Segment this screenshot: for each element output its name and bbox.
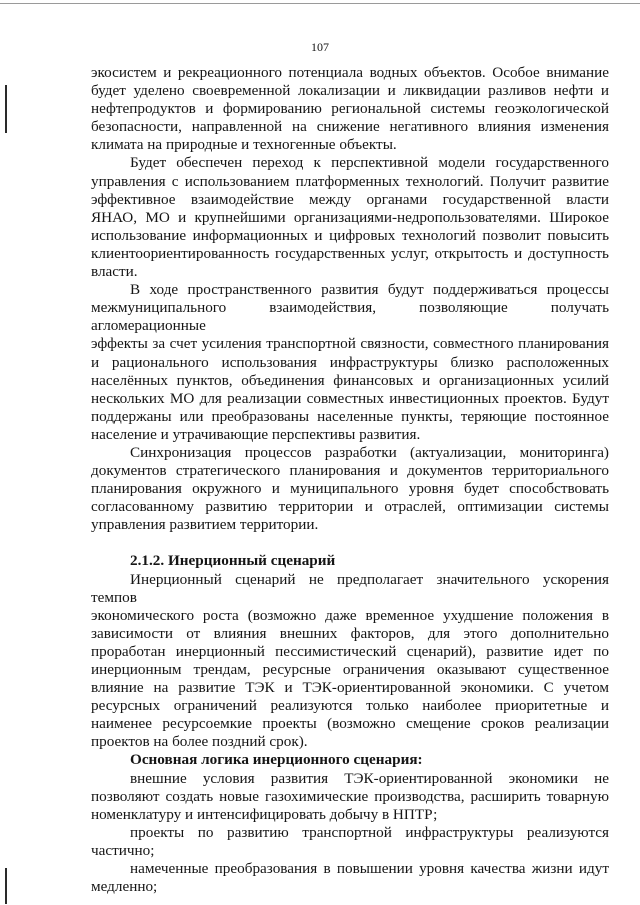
text-line: населённых пунктов, объединения финансовых и организационных усилий [91,371,609,389]
text-line: проектов на более поздний срок). [91,733,308,751]
text-line: эффекты за счет усиления транспортной связности, совместного планирования [91,335,609,353]
text-line: клиентоориентированность государственных услуг, открытость и доступность [91,244,609,262]
text-line: управления с использованием платформенных технологий. Получит развитие [91,172,609,190]
paragraph [91,154,609,281]
text-line: проекты по развитию транспортной инфраструктуры реализуются [130,823,609,841]
text-line: зависимости от влияния внешних факторов, для этого дополнительно [91,624,609,642]
list-item [91,860,609,896]
list-item [91,770,609,824]
text-line: Будет обеспечен переход к перспективной модели государственного [130,154,609,172]
section-spacer [91,534,609,552]
text-line: межмуниципального взаимодействия, позволяющие получать агломерационные [91,299,609,335]
intro-paragraphs [91,64,609,534]
section-heading: 2.1.2. Инерционный сценарий [130,552,336,570]
text-line: ЯНАО, МО и крупнейшими организациями-недропользователями. Широкое [91,208,609,226]
paragraph [91,281,609,444]
text-line: Синхронизация процессов разработки (актуализации, мониторинга) [130,443,609,461]
logic-list [91,770,609,897]
text-line: и рационального использования инфраструктуры близко расположенных [91,353,609,371]
text-line: экосистем и рекреационного потенциала водных объектов. Особое внимание [91,64,609,81]
text-line: внешние условия развития ТЭК-ориентированной экономики не [130,769,609,787]
page-body [91,64,609,896]
text-line: инерционным трендам, ресурсные ограничения оказывают существенное [91,661,609,678]
text-line: поддержаны или преобразованы населенные пункты, теряющие постоянное [91,407,609,425]
text-line: нескольких МО для реализации совместных инвестиционных проектов. Будут [91,389,609,407]
text-line: безопасности, направленной на снижение негативного влияния изменения [91,118,609,136]
text-line: проработан инерционный пессимистический сценарий), развитие идет по [91,642,609,660]
text-line: власти. [91,263,138,281]
text-line: частично; [91,841,155,859]
paragraph [91,444,609,534]
text-line: Инерционный сценарий не предполагает значительного ускорения темпов [91,570,609,606]
text-line: будет уделено своевременной локализации и ликвидации разливов нефти и [91,82,609,100]
text-line: эффективное взаимодействие между органами государственной власти [91,190,609,208]
text-line: нефтепродуктов и формированию региональной системы геоэкологической [91,100,609,118]
text-line: В ходе пространственного развития будут поддерживаться процессы [130,281,609,299]
text-line: позволяют создать новые газохимические производства, расширить товарную [91,787,609,805]
text-line: наименее ресурсоемкие проекты (возможно смещение сроков реализации [91,715,609,733]
page-number: 107 [311,40,329,54]
top-border-rule [0,3,640,4]
text-line: медленно; [91,878,158,896]
text-line: экономического роста (возможно даже временное ухудшение положения в [91,606,609,624]
text-line: номенклатуру и интенсифицировать добычу в НПТР; [91,805,438,823]
list-item [91,824,609,860]
text-line: ресурсных ограничений реализуются только наиболее приоритетные и [91,697,609,715]
text-line: планирования окружного и муниципального уровня будет способствовать [91,480,609,498]
paragraph [91,64,609,154]
logic-heading: Основная логика инерционного сценария: [130,751,423,769]
scan-margin-mark-upper [5,85,7,133]
text-line: намеченные преобразования в повышении уровня качества жизни идут [130,860,609,878]
text-line: документов стратегического планирования и документов территориального [91,462,609,480]
text-line: согласованному развитию территории и отраслей, оптимизации системы [91,498,609,516]
text-line: население и утрачивающие перспективы развития. [91,425,421,443]
text-line: климата на природные и техногенные объекты. [91,136,397,154]
text-line: управления развитием территории. [91,516,319,534]
text-line: влияние на развитие ТЭК и ТЭК-ориентированной экономики. С учетом [91,679,609,697]
section-paragraphs [91,571,609,752]
text-line: использование информационных и цифровых технологий позволит повысить [91,226,609,244]
paragraph [91,571,609,752]
scan-margin-mark-lower [5,868,7,904]
